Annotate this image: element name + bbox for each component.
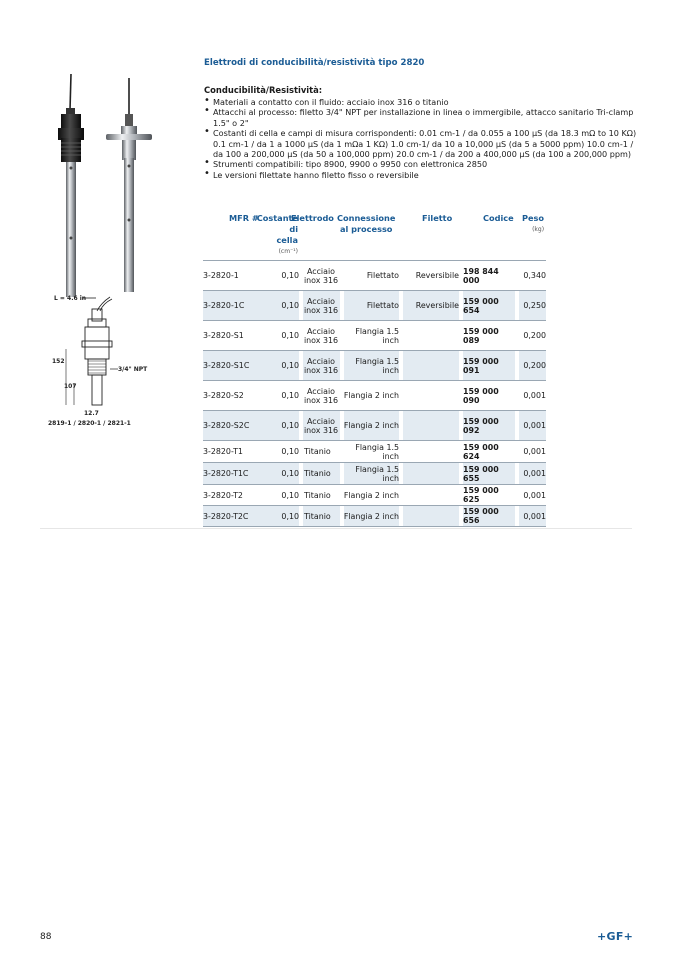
cell-elettrodo: Acciaio inox 316 — [303, 266, 339, 285]
table-row — [203, 351, 546, 381]
cell-codice: 159 000 092 — [463, 416, 499, 435]
feature-item: • Materiali a contatto con il fluido: acciaio inox 316 o titanio — [204, 97, 640, 107]
cell-costante: 0,10 — [281, 361, 299, 370]
cell-filetto — [403, 485, 459, 505]
header-peso: Peso (kg) — [522, 213, 545, 233]
cell-codice: 159 000 655 — [463, 464, 499, 483]
cell-elettrodo: Titanio — [304, 511, 331, 521]
cell-filetto — [403, 441, 459, 462]
cell-connessione: Flangia 2 inch — [343, 391, 399, 400]
cell-connessione: Filettato — [366, 271, 399, 280]
table-row — [203, 506, 546, 527]
cell-mfr: 3-2820-1C — [203, 301, 245, 310]
cell-codice: 159 000 656 — [463, 507, 499, 525]
cell-costante: 0,10 — [281, 331, 299, 340]
table-row — [203, 321, 546, 351]
cell-costante: 0,10 — [281, 301, 299, 310]
cell-mfr: 3-2820-T1 — [203, 447, 243, 456]
cell-costante: 0,10 — [281, 271, 299, 280]
cell-filetto — [403, 351, 459, 380]
header-mfr: MFR # — [229, 213, 259, 223]
dimension-152: 152 — [52, 358, 65, 365]
cell-elettrodo: Acciaio inox 316 — [303, 356, 339, 375]
cell-filetto — [403, 506, 459, 526]
cell-connessione: Flangia 2 inch — [343, 511, 399, 521]
cell-peso: 0,340 — [523, 271, 546, 280]
feature-item: • Attacchi al processo: filetto 3/4" NPT per installazione in linea o immergibile, attacco sanitario Tri-clamp 1.5" o 2" — [204, 107, 640, 128]
cell-mfr: 3-2820-T2C — [203, 511, 249, 521]
drawing-caption: 2819-1 / 2820-1 / 2821-1 — [48, 420, 131, 427]
cell-peso: 0,250 — [523, 301, 546, 310]
cell-elettrodo: Acciaio inox 316 — [303, 326, 339, 345]
cell-costante: 0,10 — [281, 469, 299, 478]
cell-codice: 159 000 654 — [463, 296, 499, 315]
thread-label: 3/4" NPT — [118, 366, 148, 373]
cell-peso: 0,200 — [523, 361, 546, 370]
feature-list — [204, 97, 640, 180]
cell-peso: 0,001 — [523, 421, 546, 430]
header-filetto: Filetto — [422, 213, 453, 223]
cell-costante: 0,10 — [281, 421, 299, 430]
cell-mfr: 3-2820-S2 — [203, 391, 244, 400]
cell-elettrodo: Acciaio inox 316 — [303, 416, 339, 435]
section-title: Elettrodi di conducibilità/resistività tipo 2820 — [204, 58, 425, 68]
cell-mfr: 3-2820-S2C — [203, 421, 250, 430]
feature-item: • Costanti di cella e campi di misura corrispondenti: 0.01 cm-1 / da 0.055 a 100 µS (da 18.3 mΩ to 10 KΩ) 0.1 cm-1 / da 1 a 1000 µS (da 1 mΩa 1 KΩ) 1.0 cm-1/ da 10 a 10,000 µS (da 5 a 5000 ppm) 10.0 cm-1 / da 100 a 200,000 µS (da 50 a 100,000 ppm) 20.0 cm-1 / da 200 a 400,000 µS (da 100 a 200,000 ppm) — [204, 128, 640, 159]
header-codice: Codice — [483, 213, 514, 223]
table-row — [203, 485, 546, 506]
header-connessione: Connessione al processo — [337, 213, 396, 234]
cell-costante: 0,10 — [281, 511, 299, 521]
table-row — [203, 411, 546, 441]
cell-codice: 159 000 090 — [463, 386, 499, 405]
header-elettrodo: Elettrodo — [291, 213, 334, 223]
gf-logo: +GF+ — [597, 930, 634, 943]
cell-connessione: Flangia 2 inch — [343, 490, 399, 500]
table-row — [203, 463, 546, 485]
cell-codice: 198 844 000 — [463, 266, 499, 285]
cell-peso: 0,001 — [523, 447, 546, 456]
cell-filetto — [403, 463, 459, 484]
cell-mfr: 3-2820-T1C — [203, 469, 249, 478]
cell-codice: 159 000 624 — [463, 442, 499, 461]
cell-peso: 0,200 — [523, 331, 546, 340]
table-header — [203, 212, 546, 261]
table-row — [203, 441, 546, 463]
feature-item: • Strumenti compatibili: tipo 8900, 9900 o 9950 con elettronica 2850 — [204, 159, 640, 169]
cell-connessione: Flangia 1.5 inch — [355, 442, 399, 461]
cell-elettrodo: Titanio — [304, 469, 331, 478]
cell-elettrodo: Titanio — [304, 447, 331, 456]
cell-connessione: Flangia 1.5 inch — [355, 464, 399, 483]
page-number: 88 — [40, 932, 52, 942]
dimension-107: 107 — [64, 383, 77, 390]
dimension-127: 12.7 — [84, 410, 99, 417]
cell-codice: 159 000 091 — [463, 356, 499, 375]
table-row — [203, 291, 546, 321]
cell-filetto — [403, 411, 459, 440]
electrode-photo — [48, 70, 156, 300]
cell-connessione: Flangia 1.5 inch — [355, 356, 399, 375]
cell-connessione: Filettato — [366, 301, 399, 310]
divider — [40, 528, 632, 529]
cell-costante: 0,10 — [281, 391, 299, 400]
cell-elettrodo: Titanio — [304, 490, 331, 500]
cell-codice: 159 000 625 — [463, 486, 499, 504]
feature-item: • Le versioni filettate hanno filetto fisso o reversibile — [204, 170, 640, 180]
cell-filetto — [403, 381, 459, 410]
cell-filetto — [403, 321, 459, 350]
cell-peso: 0,001 — [523, 391, 546, 400]
product-table — [203, 212, 546, 527]
cell-elettrodo: Acciaio inox 316 — [303, 386, 339, 405]
cell-filetto: Reversibile — [415, 301, 459, 310]
cell-mfr: 3-2820-1 — [203, 271, 239, 280]
cell-costante: 0,10 — [281, 447, 299, 456]
cell-elettrodo: Acciaio inox 316 — [303, 296, 339, 315]
dimension-drawing — [44, 285, 148, 431]
cell-filetto: Reversibile — [415, 271, 459, 280]
cell-mfr: 3-2820-S1 — [203, 331, 244, 340]
cell-peso: 0,001 — [523, 469, 546, 478]
cell-connessione: Flangia 1.5 inch — [355, 326, 399, 345]
length-label: L = 4.6 in — [54, 295, 87, 302]
table-row — [203, 261, 546, 291]
cell-mfr: 3-2820-T2 — [203, 490, 243, 500]
cell-connessione: Flangia 2 inch — [343, 421, 399, 430]
cell-peso: 0,001 — [523, 490, 546, 500]
cell-costante: 0,10 — [281, 490, 299, 500]
section-subtitle: Conducibilità/Resistività: — [204, 85, 323, 95]
cell-peso: 0,001 — [523, 511, 546, 521]
header-costante: Costante di cella (cm⁻¹) — [256, 213, 298, 255]
cell-codice: 159 000 089 — [463, 326, 499, 345]
cell-mfr: 3-2820-S1C — [203, 361, 250, 370]
table-row — [203, 381, 546, 411]
